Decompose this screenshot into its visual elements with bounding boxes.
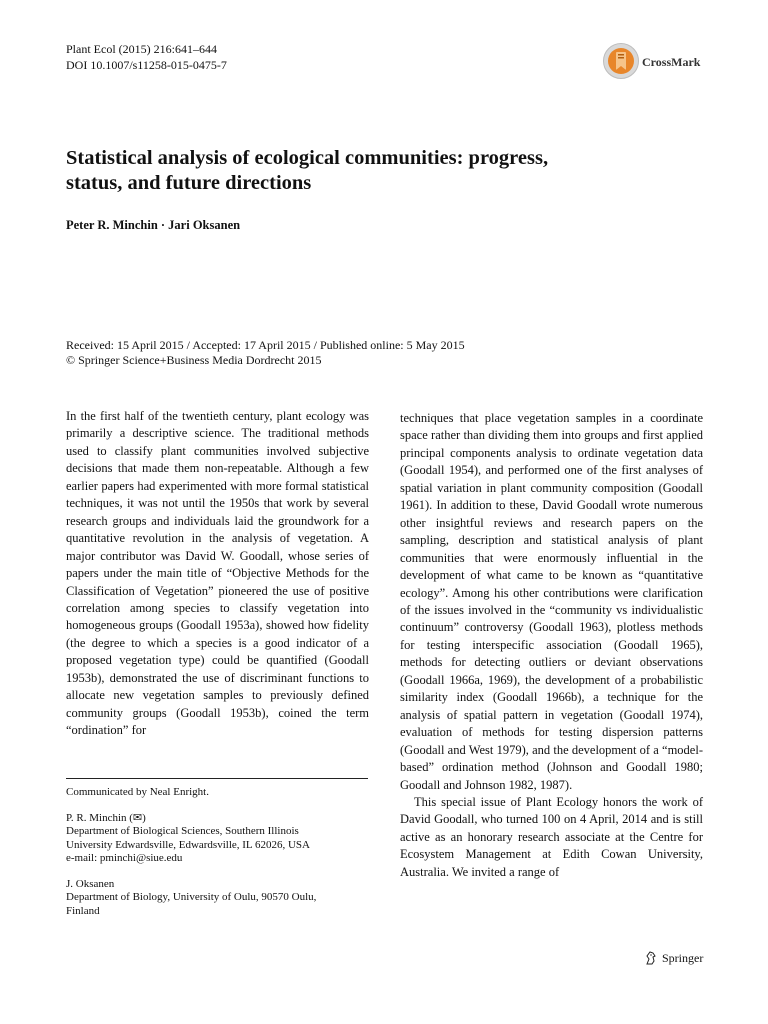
history-dates: Received: 15 April 2015 / Accepted: 17 April 2015 / Published online: 5 May 2015 <box>66 338 465 352</box>
crossmark-icon <box>602 42 640 80</box>
body-column-left <box>66 408 369 740</box>
author2-affiliation <box>66 878 369 919</box>
footnote-divider <box>66 778 368 779</box>
footnotes <box>66 786 369 918</box>
author1-email[interactable]: e-mail: pminchi@siue.edu <box>66 852 183 864</box>
author1-department: Department of Biological Sciences, Southern Illinois <box>66 825 299 837</box>
copyright-notice: © Springer Science+Business Media Dordrecht 2015 <box>66 353 322 367</box>
author1-university: University Edwardsville, Edwardsville, IL 62026, USA <box>66 838 310 851</box>
communicated-by: Communicated by Neal Enright. <box>66 786 209 798</box>
author-list: Peter R. Minchin · Jari Oksanen <box>66 218 241 232</box>
springer-horse-icon <box>644 950 658 966</box>
author2-department: Department of Biology, University of Oulu, 90570 Oulu, <box>66 891 317 903</box>
crossmark-label: CrossMark <box>642 55 701 69</box>
author1-name: P. R. Minchin (✉) <box>66 811 146 824</box>
author2-name: J. Oksanen <box>66 877 115 890</box>
article-title <box>66 146 686 196</box>
body-column-right <box>400 410 703 881</box>
author1-affiliation <box>66 812 369 866</box>
publisher-name: Springer <box>662 950 704 965</box>
crossmark-badge[interactable] <box>602 42 712 82</box>
publication-history <box>66 338 465 368</box>
journal-citation: Plant Ecol (2015) 216:641–644 <box>66 42 217 56</box>
publisher-logo <box>644 949 703 969</box>
title-line-2: status, and future directions <box>66 172 312 194</box>
body-paragraph: techniques that place vegetation samples in a coordinate space rather than dividing them into groups and first applied principal components analysis to ordinate vegetation data (Goodall 1954), and performed one of the first analyses of spatial variation in plant community composition (Goodall 1961). In addition to these, David Goodall wrote numerous other insightful reviews and research papers on the sampling, description and statistical analysis of plant communities that were enormously influential in the development of what came to be known as “quantitative ecology”. Among his other contributions were clarification of the issues involved in the “community vs individualistic continuum” controversy (Goodall 1963), plotless methods for testing interspecific association (Goodall 1965), methods for detecting outliers or deviant observations (Goodall 1966a, 1969), the development of a probabilistic similarity index (Goodall 1966b), a technique for the analysis of spatial pattern in vegetation (Goodall 1974), evaluation of methods for testing dispersion patterns (Goodall and West 1979), and the development of a “model-based” ordination method (Johnson and Goodall 1980; Goodall and Johnson 1982, 1987). <box>400 411 703 792</box>
body-paragraph: In the first half of the twentieth century, plant ecology was primarily a descriptive science. The traditional methods used to classify plant communities involved subjective decisions that made them non-repeatable. Although a few earlier papers had experimented with more formal statistical techniques, it was not until the 1950s that work by several research groups and individuals laid the groundwork for a quantitative revolution in the analysis of vegetation. A major contributor was David W. Goodall, whose series of papers under the main title of “Objective Methods for the Classification of Vegetation” pioneered the use of positive correlation among species to classify vegetation into homogeneous groups (Goodall 1953a), showed how fidelity (the degree to which a species is a good indicator of a proposed vegetation type) could be quantified (Goodall 1953b), demonstrated the use of discriminant functions to allocate new vegetation samples to previously defined community groups (Goodall 1953b), coined the term “ordination” for <box>66 409 369 738</box>
body-paragraph: This special issue of Plant Ecology honors the work of David Goodall, who turned 100 on 4 April, 2014 and is still active as an honorary research associate at the Centre for Ecosystem Management at Edith Cowan University, Australia. We invited a range of <box>400 794 703 879</box>
journal-info <box>66 41 227 73</box>
doi[interactable]: DOI 10.1007/s11258-015-0475-7 <box>66 58 227 72</box>
title-line-1: Statistical analysis of ecological communities: progress, <box>66 147 549 169</box>
author2-country: Finland <box>66 904 100 917</box>
